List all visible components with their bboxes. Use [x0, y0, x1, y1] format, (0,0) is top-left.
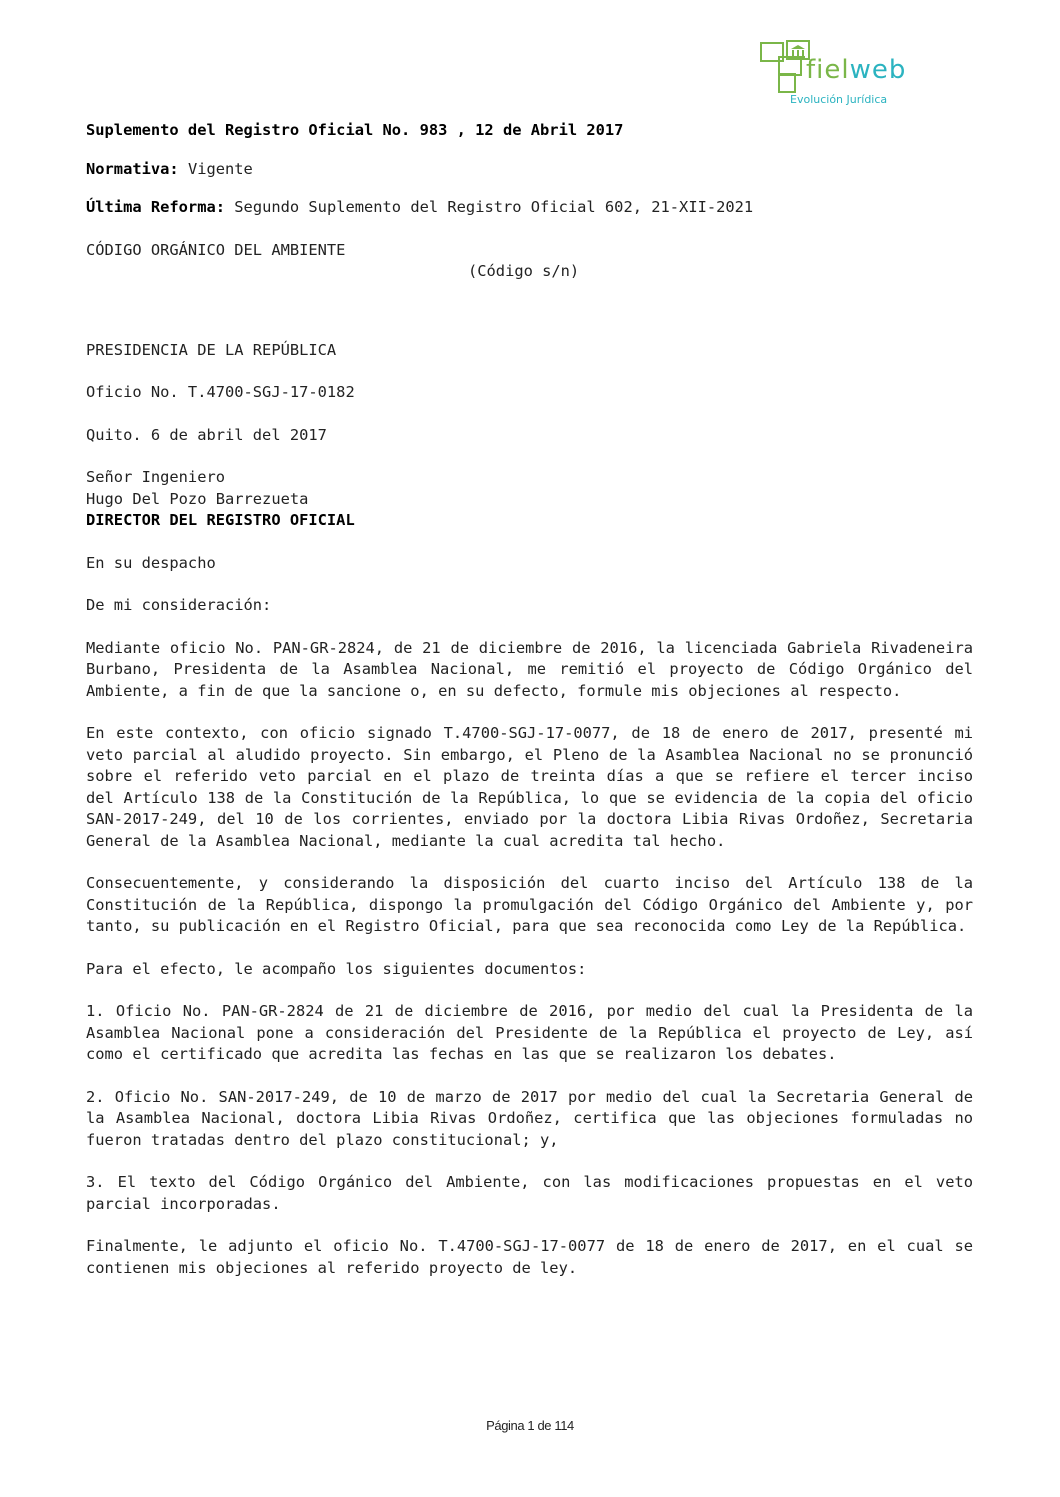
recipient-title: Señor Ingeniero	[86, 468, 225, 486]
reforma-label: Última Reforma:	[86, 198, 225, 216]
normativa-value: Vigente	[187, 159, 253, 178]
paragraph: En este contexto, con oficio signado T.4700-SGJ-17-0077, de 18 de enero de 2017, presenté mi veto parcial al aludido proyecto. Sin embargo, el Pleno de la Asamblea Nacional no se pronunció sobre el referido veto parcial en el plazo de treinta días a que se refiere el tercer inciso del Artículo 138 de la Constitución de la República, lo que se evidencia de la copia del oficio SAN-2017-249, del 10 de los corrientes, enviado por la doctora Libia Rivas Ordoñez, Secretaria General de la Asamblea Nacional, mediante la cual acredita tal hecho.	[86, 724, 973, 850]
recipient-name: Hugo Del Pozo Barrezueta	[86, 489, 309, 508]
logo-wordmark: fielweb	[806, 55, 907, 85]
document-title: Suplemento del Registro Oficial No. 983 , 12 de Abril 2017	[86, 121, 624, 139]
fielweb-logo	[760, 40, 920, 112]
paragraph: Consecuentemente, y considerando la disposición del cuarto inciso del Artículo 138 de la Constitución de la República, dispongo la promulgación del Código Orgánico del Ambiente y, por tanto, su publicación en el Registro Oficial, para que sea reconocida como Ley de la República.	[86, 874, 973, 935]
oficio-number: Oficio No. T.4700-SGJ-17-0182	[86, 383, 355, 401]
document-body	[86, 120, 973, 1279]
list-item: 1. Oficio No. PAN-GR-2824 de 21 de diciembre de 2016, por medio del cual la Presidenta de la Asamblea Nacional pone a consideración del Presidente de la República el proyecto de Ley, así como el certificado que acredita las fechas en las que se realizaron los debates.	[86, 1002, 973, 1063]
list-item: 3. El texto del Código Orgánico del Ambiente, con las modificaciones propuestas en el veto parcial incorporadas.	[86, 1173, 973, 1213]
recipient-role: DIRECTOR DEL REGISTRO OFICIAL	[86, 511, 355, 529]
code-name: CÓDIGO ORGÁNICO DEL AMBIENTE	[86, 240, 346, 259]
greeting: De mi consideración:	[86, 596, 272, 614]
page-number: Página 1 de 114	[486, 1418, 574, 1433]
institution: PRESIDENCIA DE LA REPÚBLICA	[86, 340, 337, 359]
paragraph: Finalmente, le adjunto el oficio No. T.4700-SGJ-17-0077 de 18 de enero de 2017, en el cual se contienen mis objeciones al referido proyecto de ley.	[86, 1237, 973, 1277]
list-item: 2. Oficio No. SAN-2017-249, de 10 de marzo de 2017 por medio del cual la Secretaria General de la Asamblea Nacional, doctora Libia Rivas Ordoñez, certifica que las objeciones formuladas no fueron tratadas dentro del plazo constitucional; y,	[86, 1087, 973, 1149]
normativa-line	[86, 159, 973, 181]
reforma-value: Segundo Suplemento del Registro Oficial 602, 21-XII-2021	[234, 198, 754, 216]
location: En su despacho	[86, 553, 216, 572]
reforma-line	[86, 197, 973, 219]
letter-date: Quito. 6 de abril del 2017	[86, 425, 327, 444]
logo-tagline: Evolución Jurídica	[790, 93, 888, 106]
normativa-label: Normativa:	[86, 159, 179, 178]
paragraph: Para el efecto, le acompaño los siguientes documentos:	[86, 959, 587, 978]
code-number: (Código s/n)	[468, 262, 580, 280]
paragraph: Mediante oficio No. PAN-GR-2824, de 21 de diciembre de 2016, la licenciada Gabriela Rivadeneira Burbano, Presidenta de la Asamblea Nacional, me remitió el proyecto de Código Orgánico del Ambiente, a fin de que la sancione o, en su defecto, formule mis objeciones al respecto.	[86, 638, 973, 700]
